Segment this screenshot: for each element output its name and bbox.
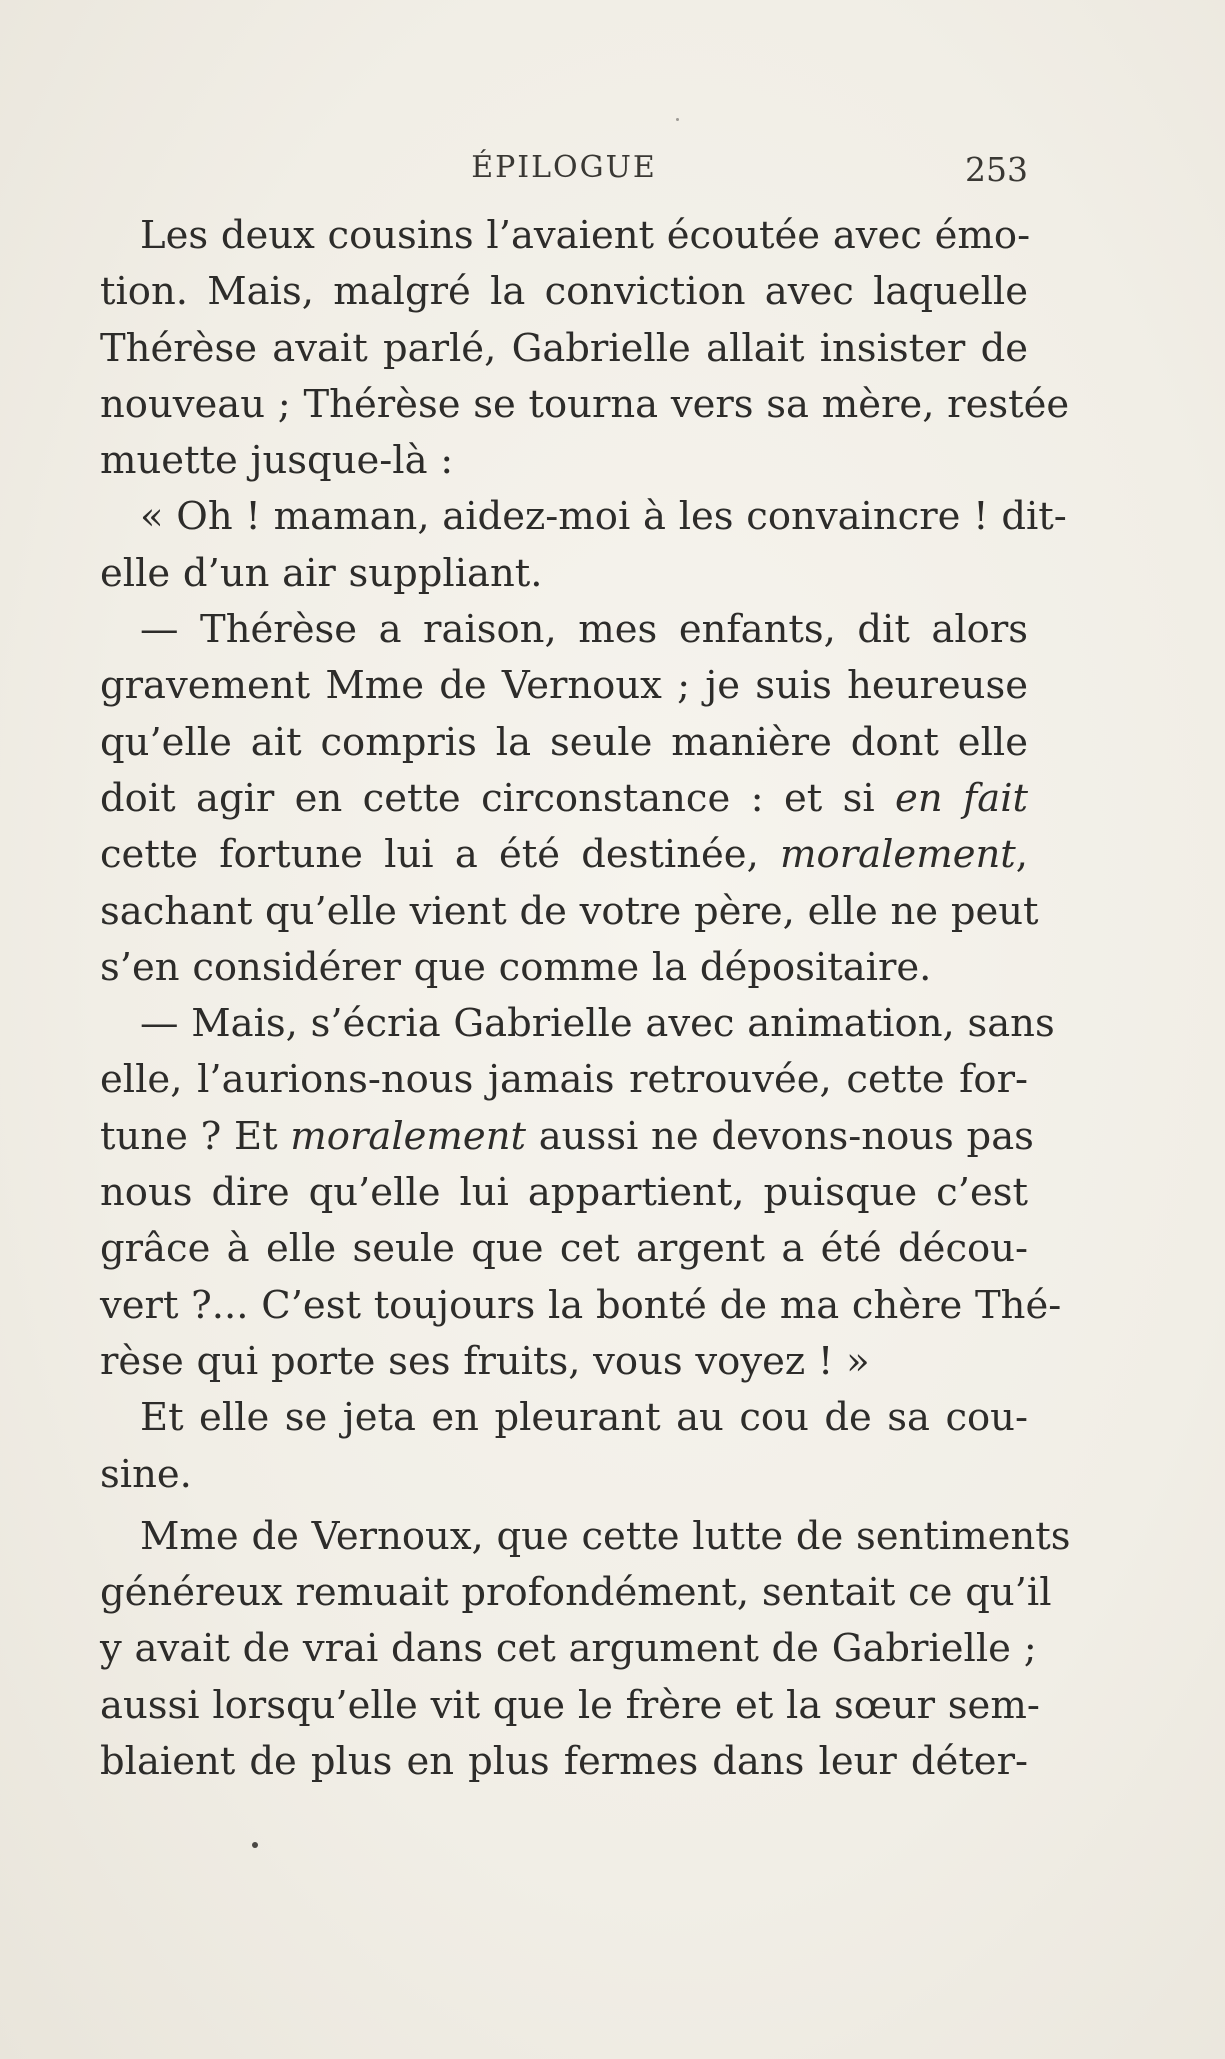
- text-fragment: doit agir en cette circonstance : et si: [100, 775, 896, 821]
- text-line: [100, 827, 1028, 883]
- text-line: — Mais, s’écria Gabrielle avec animation, sans: [140, 1001, 1055, 1047]
- text-line: elle, l’aurions-nous jamais retrouvée, cette for-: [100, 1057, 1028, 1103]
- text-line: rèse qui porte ses fruits, vous voyez ! »: [100, 1338, 870, 1384]
- text-line: qu’elle ait compris la seule manière dont elle: [100, 719, 1028, 765]
- text-line: aussi lorsqu’elle vit que le frère et la sœur sem-: [100, 1682, 1040, 1728]
- ink-speck: [252, 1842, 258, 1848]
- text-line: tion. Mais, malgré la conviction avec laquelle: [100, 269, 1028, 315]
- text-line: elle d’un air suppliant.: [100, 550, 543, 596]
- text-fragment: aussi ne devons-nous pas: [525, 1113, 1034, 1159]
- text-line: blaient de plus en plus fermes dans leur déter-: [100, 1739, 1028, 1785]
- text-line: Et elle se jeta en pleurant au cou de sa cou-: [140, 1395, 1028, 1441]
- text-line: Thérèse avait parlé, Gabrielle allait insister de: [100, 325, 1028, 371]
- text-line: sachant qu’elle vient de votre père, elle ne peut: [100, 888, 1039, 934]
- text-line: nous dire qu’elle lui appartient, puisque c’est: [100, 1170, 1028, 1216]
- text-line: muette jusque-là :: [100, 438, 454, 484]
- text-line: nouveau ; Thérèse se tourna vers sa mère, restée: [100, 381, 1070, 427]
- body-text: [100, 208, 1071, 1790]
- text-fragment: tune ? Et: [100, 1113, 291, 1159]
- text-line: Les deux cousins l’avaient écoutée avec émo-: [140, 213, 1031, 258]
- text-line: généreux remuait profondément, sentait ce qu’il: [100, 1570, 1052, 1616]
- text-line: « Oh ! maman, aidez-moi à les convaincre ! dit-: [140, 494, 1067, 540]
- text-line: sine.: [100, 1451, 192, 1497]
- italic-fragment: moralement: [290, 1113, 526, 1159]
- text-line: vert ?... C’est toujours la bonté de ma chère Thé-: [100, 1282, 1062, 1328]
- text-line: — Thérèse a raison, mes enfants, dit alors: [140, 607, 1028, 653]
- running-head: [100, 150, 1028, 196]
- text-line: gravement Mme de Vernoux ; je suis heureuse: [100, 663, 1028, 709]
- ink-speck: [676, 118, 679, 121]
- italic-fragment: en fait: [895, 775, 1028, 821]
- text-line: s’en considérer que comme la dépositaire.: [100, 944, 932, 990]
- text-line: grâce à elle seule que cet argent a été décou-: [100, 1226, 1028, 1272]
- italic-fragment: moralement: [780, 832, 1016, 878]
- page-number: 253: [965, 150, 1028, 189]
- text-line: [100, 771, 1028, 827]
- text-line: y avait de vrai dans cet argument de Gabrielle ;: [100, 1626, 1037, 1672]
- text-fragment: cette fortune lui a été destinée,: [100, 832, 781, 878]
- text-line: Mme de Vernoux, que cette lutte de sentiments: [140, 1513, 1071, 1559]
- running-title: ÉPILOGUE: [471, 150, 657, 185]
- text-line: [100, 1109, 1034, 1165]
- text-fragment: ,: [1015, 832, 1028, 878]
